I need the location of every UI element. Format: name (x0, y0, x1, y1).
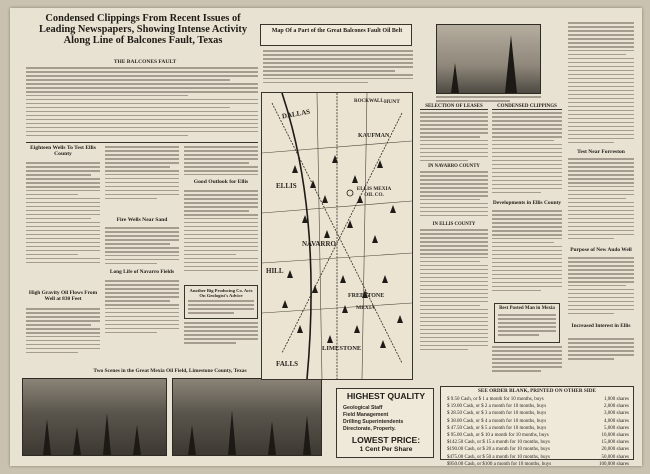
order-row-shares: 15,000 shares (601, 440, 629, 446)
price-sub: 1 Cent Per Share (359, 446, 413, 453)
quality-item-3: Drilling Superintendents (343, 419, 404, 425)
headline-condensed-clippings: CONDENSED CLIPPINGS (492, 104, 562, 110)
order-row-pay: $ 9.50 Cash, or $ 1 a month for 10 months, buys (447, 397, 544, 402)
order-row-shares: 1,000 shares (604, 397, 629, 402)
order-row-pay: $475.00 Cash, or $ 50 a month for 10 months, buys (447, 454, 550, 460)
article-condensed-clippings (492, 112, 562, 196)
balcones-fault-heading: THE BALCONES FAULT (113, 59, 177, 65)
article-column-3 (184, 146, 258, 178)
headline-another-big: Another Big Producing Co. Acts On Geologist's Advice (189, 288, 253, 299)
map-label-navarro: NAVARRO (302, 240, 336, 248)
headline-selection-leases: SELECTION OF LEASES (420, 104, 488, 110)
map-frame (261, 92, 413, 380)
order-row (447, 411, 629, 418)
oil-field-photo-left (22, 378, 167, 456)
photo-caption-lines (436, 96, 541, 104)
another-big-text (188, 300, 254, 316)
derrick-photo (436, 24, 541, 94)
map-label-hunt: HUNT (384, 99, 400, 105)
price-headline: LOWEST PRICE: (351, 435, 421, 445)
order-row-shares: 4,000 shares (604, 418, 629, 424)
order-row-pay: $ 95.00 Cash, or $ 10 a month for 10 months, buys (447, 432, 549, 438)
article-column-c-top (568, 22, 634, 146)
derrick-markers (282, 155, 403, 348)
order-row (447, 455, 629, 462)
order-row-pay: $ 19.00 Cash, or $ 2 a month for 10 months, buys (447, 404, 547, 410)
order-row-shares: 2,000 shares (604, 404, 629, 410)
order-row-pay: $ 47.50 Cash, or $ 5 a month for 10 months, buys (447, 425, 547, 431)
headline-high-gravity: High Gravity Oil Flows From Well at 830 Feet (28, 290, 98, 302)
balcones-fault-map (262, 93, 412, 379)
newspaper-page (10, 8, 642, 466)
map-label-limestone: LIMESTONE (322, 345, 362, 352)
article-column-3-end (184, 322, 258, 346)
headline-long-life: Long Life of Navarro Fields (109, 269, 175, 275)
map-label-kaufman: KAUFMAN (358, 133, 390, 139)
order-row (447, 462, 629, 469)
map-intro-text (263, 50, 413, 86)
article-selection-leases (420, 112, 488, 164)
order-row (447, 404, 629, 411)
article-increased-interest (568, 338, 634, 362)
main-title: Condensed Clippings From Recent Issues of Leading Newspapers, Showing Intense Activity Along Line of Balcones Fault, Texas (38, 13, 248, 46)
order-blank-box (440, 386, 634, 467)
map-title-box (260, 24, 412, 46)
article-column-2 (105, 146, 179, 202)
order-rows (447, 397, 629, 469)
fault-line (282, 93, 311, 379)
order-row-pay: $ 38.00 Cash, or $ 4 a month for 10 months, buys (447, 418, 547, 424)
article-column-b-end (492, 346, 562, 374)
map-label-ellis-mexia-oil: ELLIS MEXIA OIL CO. (356, 186, 392, 198)
headline-fire-wells: Fire Wells Near Sand (116, 217, 168, 223)
order-row-pay: $950.00 Cash, or $100 a month for 10 months, buys (447, 461, 552, 467)
map-label-mexia: MEXIA (356, 305, 375, 311)
another-big-box (184, 285, 258, 319)
order-row-shares: 5,000 shares (604, 425, 629, 431)
article-good-outlook (184, 190, 258, 274)
order-row-pay: $ 28.50 Cash, or $ 3 a month for 10 months, buys (447, 411, 547, 417)
article-purpose-new-audo (568, 257, 634, 317)
headline-increased-interest: Increased Interest in Ellis (571, 323, 631, 329)
quality-item-2: Field Management (343, 412, 389, 418)
order-row (447, 440, 629, 447)
map-label-dallas: DALLAS (281, 107, 311, 121)
order-row (447, 447, 629, 454)
best-posted-box (494, 303, 560, 343)
headline-best-posted: Best Posted Man in Mexia (499, 306, 555, 311)
article-ellis-county (420, 229, 488, 353)
order-row (447, 419, 629, 426)
order-row-shares: 100,000 shares (599, 461, 629, 467)
article-test-forreston (568, 158, 634, 242)
order-row-pay: $190.00 Cash, or $ 20 a month for 10 months, buys (447, 447, 550, 453)
order-row-shares: 3,000 shares (604, 411, 629, 417)
headline-test-forreston: Test Near Forreston (577, 149, 625, 155)
quality-box (336, 388, 434, 458)
best-posted-text (498, 314, 556, 338)
map-label-ellis: ELLIS (276, 182, 297, 190)
photos-caption: Two Scenes in the Great Mexia Oil Field, Limestone County, Texas (93, 368, 247, 374)
headline-developments-ellis: Developments in Ellis County (492, 200, 562, 206)
order-row (447, 397, 629, 404)
order-row-shares: 50,000 shares (601, 454, 629, 460)
headline-purpose-new-audo: Purpose of New Audo Well (570, 247, 632, 253)
map-label-hill: HILL (266, 267, 284, 275)
article-fire-wells (105, 227, 179, 267)
order-row (447, 426, 629, 433)
article-eighteen-wells (26, 162, 100, 266)
balcones-fault-text (26, 67, 258, 139)
order-row (447, 433, 629, 440)
order-row-shares: 20,000 shares (601, 447, 629, 453)
map-label-falls: FALLS (276, 360, 299, 368)
headline-eighteen-wells: Eighteen Wells To Test Ellis County (30, 145, 96, 157)
divider (26, 142, 258, 143)
order-row-pay: $142.50 Cash, or $ 15 a month for 10 months, buys (447, 440, 550, 446)
ellis-mexia-lease-marker (347, 190, 353, 196)
headline-ellis-county: IN ELLIS COUNTY (432, 222, 476, 227)
quality-item-4: Directorate, Property. (343, 426, 396, 432)
map-label-freestone: FREESTONE (348, 293, 385, 299)
article-developments-ellis (492, 210, 562, 294)
order-blank-title: SEE ORDER BLANK, PRINTED ON OTHER SIDE (477, 388, 597, 394)
article-long-life (105, 280, 179, 336)
quality-item-1: Geological Staff (343, 405, 383, 411)
headline-good-outlook: Good Outlook for Ellis (193, 179, 249, 185)
map-title: Map Of a Part of the Great Balcones Fault Oil Belt (271, 28, 403, 34)
article-navarro-county (420, 171, 488, 219)
article-high-gravity (26, 308, 100, 356)
map-label-rockwall: ROCKWALL (354, 99, 384, 104)
headline-navarro-county: IN NAVARRO COUNTY (428, 164, 480, 169)
order-row-shares: 10,000 shares (601, 432, 629, 438)
quality-headline: HIGHEST QUALITY (346, 391, 426, 401)
oil-field-photo-right (172, 378, 322, 456)
